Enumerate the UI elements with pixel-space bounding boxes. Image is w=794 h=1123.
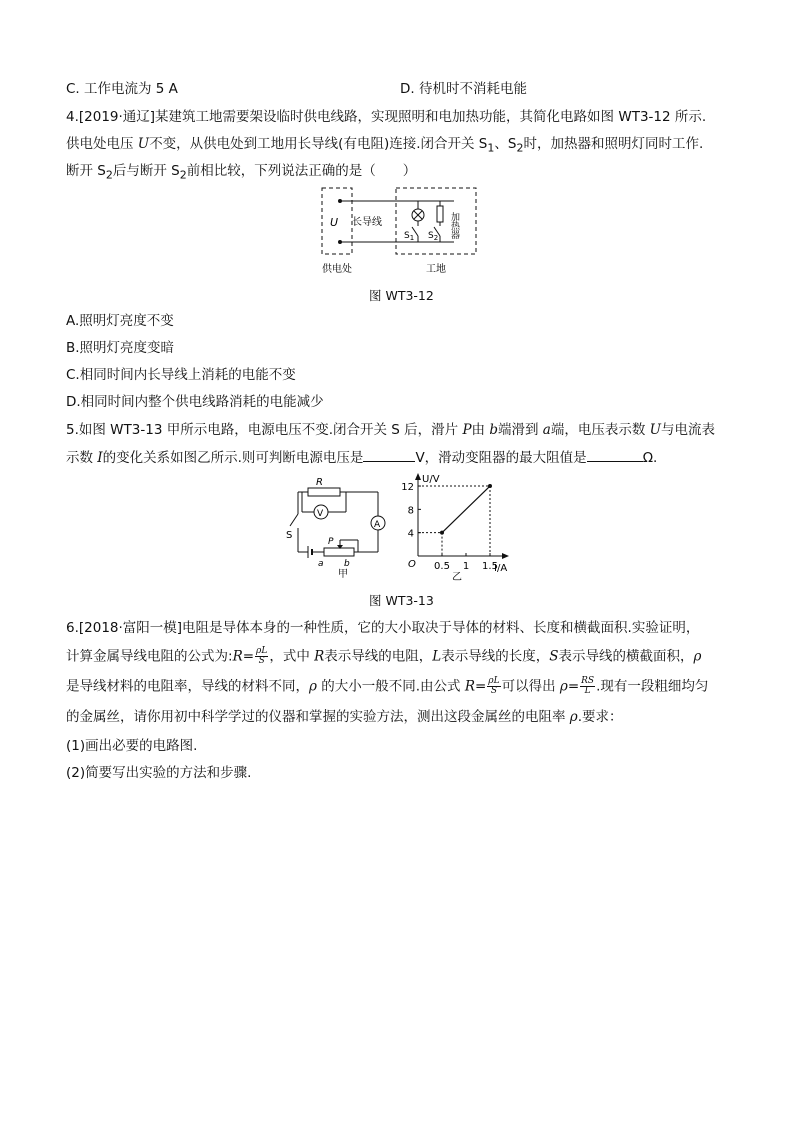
q5-text: 5.如图 WT3-13 甲所示电路，电源电压不变.闭合开关 S 后，滑片 <box>66 422 463 438</box>
fraction-numerator: ρL <box>488 676 500 686</box>
var-u: U <box>137 136 150 152</box>
q6-text: 计算金属导线电阻的公式为: <box>66 648 233 665</box>
figure-wt3-13-circuit <box>278 474 390 580</box>
formula-fraction <box>255 647 268 666</box>
label-s2: $S_2$ <box>428 231 439 242</box>
q6-text: 的金属丝，请你用初中科学学过的仪器和掌握的实验方法，测出这段金属丝的电阻率 <box>66 709 570 725</box>
figure-wt3-13-graph <box>396 470 514 582</box>
q3-option-d: D. 待机时不消耗电能 <box>400 81 527 97</box>
label-yi: 乙 <box>452 572 462 582</box>
q4-text: 断开 S <box>66 163 106 179</box>
label-p: P <box>328 537 334 547</box>
q4-option-b: B.照明灯亮度变暗 <box>66 340 175 356</box>
var-s: S <box>549 648 559 665</box>
q4-text: 后与断开 S <box>112 163 180 179</box>
figure-wt3-12 <box>318 184 480 276</box>
equals: = <box>242 648 255 665</box>
q4-text: 、S <box>494 136 517 152</box>
y-axis-label: U/V <box>422 474 440 485</box>
label-site: 工地 <box>426 264 446 275</box>
label-supply: 供电处 <box>322 264 352 275</box>
site-dashed-box <box>396 188 476 254</box>
q4-text: 不变，从供电处到工地用长导线(有电阻)连接.闭合开关 S <box>149 136 488 152</box>
q5-text: 端，电压表示数 <box>550 422 650 438</box>
fraction-denominator: S <box>258 656 265 666</box>
q5-text: 由 <box>471 422 490 438</box>
formula-fraction <box>580 677 595 696</box>
label-b-end: b <box>344 559 350 569</box>
data-point <box>440 531 444 535</box>
x-tick-label: 1 <box>462 561 470 572</box>
q6-text: 表示导线的横截面积， <box>558 648 694 665</box>
var-rho: ρ <box>309 678 317 695</box>
q6-requirement-2: (2)简要写出实验的方法和步骤. <box>66 765 252 781</box>
q6-stem-line2 <box>66 647 701 666</box>
answer-blank-voltage[interactable] <box>363 448 415 462</box>
sub: 2 <box>516 141 524 155</box>
label-u: U <box>330 216 339 229</box>
label-s: S <box>286 530 293 541</box>
q6-stem-line3 <box>66 677 708 696</box>
label-v: V <box>317 509 324 519</box>
q5-text: 端滑到 <box>497 422 543 438</box>
x-tick-label: 0.5 <box>434 561 450 572</box>
fraction-denominator: L <box>584 686 591 696</box>
q5-text: 的变化关系如图乙所示.则可判断电源电压是 <box>102 450 364 466</box>
q4-stem-line3 <box>66 162 416 185</box>
x-tick-label: 1.5 <box>482 561 498 572</box>
q5-text: V，滑动变阻器的最大阻值是 <box>415 450 587 466</box>
q6-text: 表示导线的长度， <box>441 648 550 665</box>
y-tick-label: 8 <box>407 505 414 517</box>
q4-text: 供电处电压 <box>66 136 138 152</box>
origin-label: O <box>408 559 416 570</box>
equals: = <box>474 678 487 695</box>
fraction-denominator: S <box>490 686 498 696</box>
var-p: P <box>462 422 472 438</box>
q5-text: 示数 <box>66 450 98 466</box>
q4-option-d: D.相同时间内整个供电线路消耗的电能减少 <box>66 394 324 410</box>
q6-text: ，式中 <box>269 648 315 665</box>
y-tick-label: 4 <box>407 528 414 540</box>
figure-caption-wt3-13: 图 WT3-13 <box>369 593 434 608</box>
q6-text: 是导线材料的电阻率，导线的材料不同， <box>66 678 309 695</box>
var-rho: ρ <box>693 648 702 665</box>
label-a: A <box>374 520 381 530</box>
equals: = <box>567 678 580 695</box>
label-jia: 甲 <box>338 569 348 580</box>
sub: 2 <box>105 168 113 182</box>
label-s1: $S_1$ <box>404 231 415 242</box>
q5-stem-line1 <box>66 421 715 439</box>
var-a: a <box>542 422 551 438</box>
var-u: U <box>649 422 662 438</box>
var-r: R <box>232 648 243 665</box>
var-rho: ρ <box>559 678 568 695</box>
q4-option-c: C.相同时间内长导线上消耗的电能不变 <box>66 367 296 383</box>
formula-fraction <box>487 677 500 696</box>
var-b: b <box>489 422 498 438</box>
q5-text: Ω. <box>642 450 658 466</box>
q5-stem-line2 <box>66 448 657 467</box>
resistor-r <box>308 488 340 496</box>
y-tick-label: 12 <box>401 482 414 494</box>
x-axis-arrow <box>502 553 509 559</box>
label-long-wire: 长导线 <box>352 217 382 228</box>
series-line <box>442 486 490 533</box>
var-r: R <box>464 678 475 695</box>
q3-option-c: C. 工作电流为 5 A <box>66 81 178 97</box>
data-point <box>488 484 492 488</box>
sub: 2 <box>179 168 187 182</box>
fraction-numerator: ρL <box>256 646 268 656</box>
var-r: R <box>314 648 325 665</box>
switch-s <box>290 514 298 526</box>
y-axis-arrow <box>415 473 421 480</box>
q5-text: 与电流表 <box>661 422 716 438</box>
q6-text: 可以得出 <box>501 678 560 695</box>
answer-blank-resistance[interactable] <box>587 448 643 462</box>
q4-option-a: A.照明灯亮度不变 <box>66 313 174 329</box>
q6-text: .现有一段粗细均匀 <box>596 678 709 695</box>
rheostat <box>324 548 354 556</box>
heater-icon <box>437 206 443 222</box>
q6-stem-line1: 6.[2018·富阳一模]电阻是导体本身的一种性质，它的大小取决于导体的材料、长度和横截面积.实验证明， <box>66 620 700 636</box>
label-heater: 加热器 <box>449 212 459 239</box>
q6-text: 表示导线的电阻， <box>324 648 433 665</box>
var-l: L <box>432 648 442 665</box>
q6-stem-line4 <box>66 708 623 726</box>
var-i: I <box>97 450 103 466</box>
figure-caption-wt3-12: 图 WT3-12 <box>369 288 434 303</box>
q6-text: .要求： <box>577 709 623 725</box>
q4-stem-line2 <box>66 135 703 158</box>
q4-text: 时，加热器和照明灯同时工作. <box>523 136 704 152</box>
label-r: R <box>316 477 323 488</box>
q4-stem-line1: 4.[2019·通辽]某建筑工地需要架设临时供电线路，实现照明和电加热功能，其简化电路如图 WT3-12 所示. <box>66 109 707 125</box>
x-axis-label: I/A <box>494 563 508 574</box>
fraction-numerator: RS <box>581 676 595 686</box>
q4-text: 前相比较，下列说法正确的是（ ） <box>186 163 417 179</box>
q6-text: 的大小一般不同.由公式 <box>316 678 465 695</box>
q6-requirement-1: (1)画出必要的电路图. <box>66 738 198 754</box>
label-a-end: a <box>318 559 324 569</box>
var-rho: ρ <box>569 709 578 725</box>
sub: 1 <box>487 141 495 155</box>
